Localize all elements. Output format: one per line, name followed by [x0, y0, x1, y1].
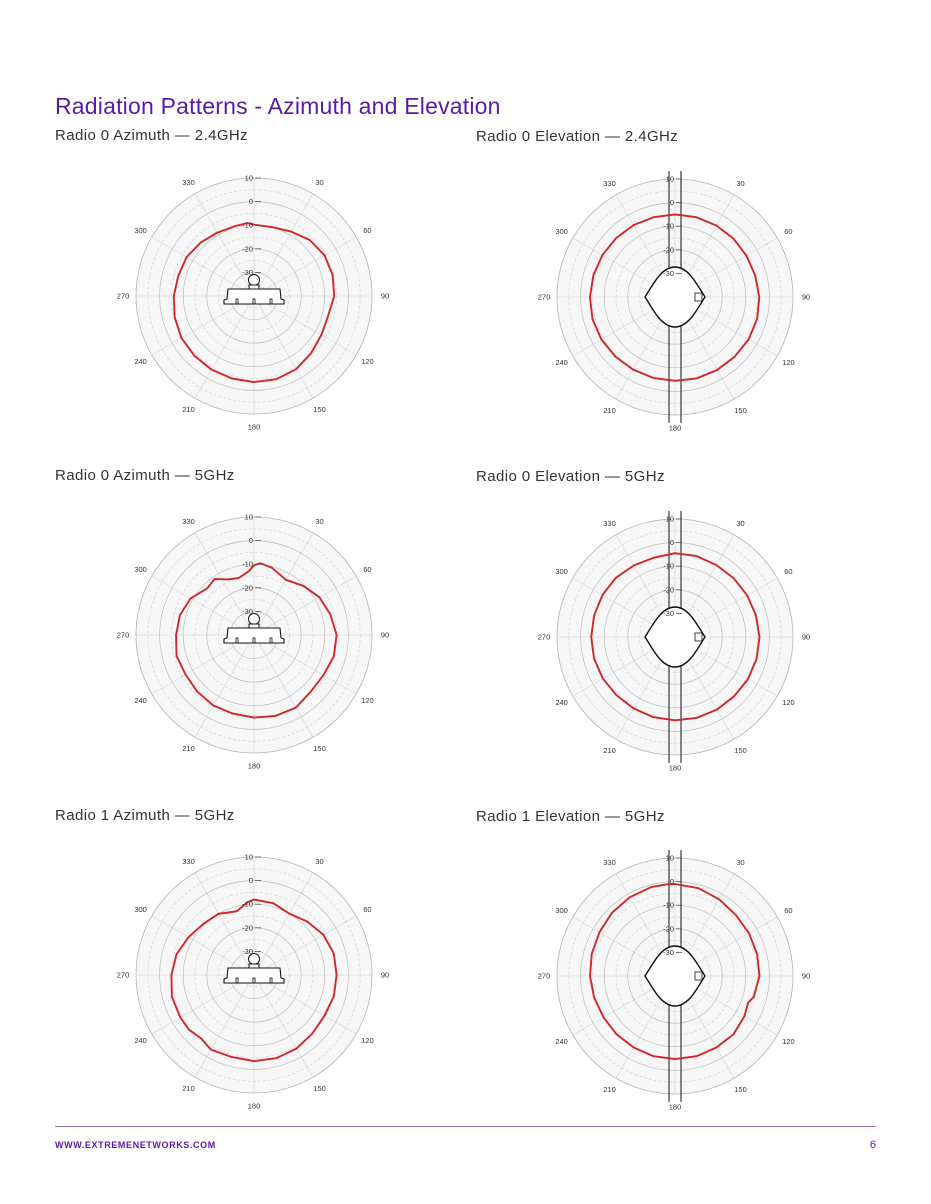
page-title: Radiation Patterns - Azimuth and Elevation	[55, 93, 501, 119]
radial-tick-label: 0	[248, 536, 253, 546]
radial-tick-label: -20	[663, 245, 674, 255]
radial-tick-label: -20	[663, 924, 674, 934]
angle-tick-label: 330	[603, 858, 616, 868]
angle-tick-label: 300	[134, 565, 147, 574]
angle-tick-label: 90	[801, 632, 811, 642]
angle-tick-label: 90	[380, 630, 390, 640]
chart-title-radio0-elevation-24: Radio 0 Elevation — 2.4GHz	[476, 128, 679, 145]
radial-tick-label: -30	[242, 267, 253, 277]
angle-tick-label: 270	[116, 970, 130, 980]
angle-tick-label: 210	[603, 745, 616, 755]
angle-tick-label: 240	[555, 1037, 568, 1046]
angle-tick-label: 90	[380, 291, 390, 301]
radial-tick-label: -30	[663, 947, 674, 957]
radial-tick-label: -30	[242, 606, 253, 616]
angle-tick-label: 150	[313, 404, 326, 414]
angle-tick-label: 150	[734, 1084, 747, 1094]
radial-tick-label: 0	[248, 876, 253, 886]
radial-tick-label: 10	[665, 174, 674, 184]
angle-tick-label: 330	[182, 857, 195, 867]
angle-tick-label: 330	[182, 517, 195, 527]
angle-tick-label: 60	[363, 905, 372, 914]
angle-tick-label: 120	[361, 357, 374, 366]
angle-tick-label: 120	[782, 358, 795, 367]
angle-tick-label: 180	[668, 763, 682, 773]
radial-tick-label: -10	[242, 220, 253, 230]
angle-tick-label: 330	[603, 519, 616, 529]
angle-tick-label: 60	[363, 565, 372, 574]
angle-tick-label: 270	[116, 630, 130, 640]
polar-chart-radio0-elevation-24	[537, 167, 811, 433]
radial-tick-label: -20	[242, 244, 253, 254]
radial-tick-label: 0	[669, 198, 674, 208]
angle-tick-label: 180	[668, 1102, 682, 1112]
radial-tick-label: 10	[665, 853, 674, 863]
angle-tick-label: 150	[734, 405, 747, 415]
radial-tick-label: -20	[242, 583, 253, 593]
angle-tick-label: 30	[315, 178, 324, 188]
angle-tick-label: 120	[782, 1037, 795, 1046]
angle-tick-label: 300	[555, 227, 568, 236]
polar-chart-radio1-azimuth-5	[116, 845, 390, 1111]
angle-tick-label: 300	[134, 226, 147, 235]
angle-tick-label: 210	[603, 1084, 616, 1094]
angle-tick-label: 300	[134, 905, 147, 914]
angle-tick-label: 30	[736, 858, 745, 868]
angle-tick-label: 270	[537, 632, 551, 642]
chart-title-radio1-elevation-5: Radio 1 Elevation — 5GHz	[476, 808, 665, 825]
angle-tick-label: 180	[247, 422, 261, 432]
angle-tick-label: 120	[782, 698, 795, 707]
polar-chart-radio1-elevation-5	[537, 846, 811, 1112]
chart-title-radio0-elevation-5: Radio 0 Elevation — 5GHz	[476, 468, 665, 485]
angle-tick-label: 210	[182, 743, 195, 753]
radial-tick-label: 0	[669, 877, 674, 887]
angle-tick-label: 240	[134, 1036, 147, 1045]
footer-divider	[55, 1126, 876, 1127]
radial-tick-label: 0	[669, 538, 674, 548]
angle-tick-label: 240	[555, 358, 568, 367]
angle-tick-label: 330	[603, 179, 616, 189]
footer-url: WWW.EXTREMENETWORKS.COM	[55, 1140, 216, 1150]
angle-tick-label: 180	[247, 1101, 261, 1111]
radial-tick-label: -20	[242, 923, 253, 933]
angle-tick-label: 210	[182, 1083, 195, 1093]
angle-tick-label: 30	[736, 519, 745, 529]
radial-tick-label: -10	[242, 899, 253, 909]
angle-tick-label: 90	[380, 970, 390, 980]
radial-tick-label: -20	[663, 585, 674, 595]
polar-chart-radio0-azimuth-5	[116, 505, 390, 771]
angle-tick-label: 60	[363, 226, 372, 235]
angle-tick-label: 90	[801, 292, 811, 302]
angle-tick-label: 150	[313, 743, 326, 753]
radial-tick-label: -30	[663, 608, 674, 618]
angle-tick-label: 150	[313, 1083, 326, 1093]
radial-tick-label: -10	[663, 221, 674, 231]
angle-tick-label: 180	[247, 761, 261, 771]
angle-tick-label: 300	[555, 906, 568, 915]
radial-tick-label: -10	[663, 561, 674, 571]
radial-tick-label: 10	[665, 514, 674, 524]
angle-tick-label: 30	[736, 179, 745, 189]
radial-tick-label: 10	[244, 852, 253, 862]
radial-tick-label: -30	[663, 268, 674, 278]
radial-tick-label: -10	[663, 900, 674, 910]
angle-tick-label: 180	[668, 423, 682, 433]
angle-tick-label: 120	[361, 696, 374, 705]
radial-tick-label: 10	[244, 173, 253, 183]
angle-tick-label: 240	[134, 357, 147, 366]
angle-tick-label: 270	[537, 292, 551, 302]
angle-tick-label: 30	[315, 517, 324, 527]
angle-tick-label: 300	[555, 567, 568, 576]
angle-tick-label: 330	[182, 178, 195, 188]
angle-tick-label: 90	[801, 971, 811, 981]
angle-tick-label: 120	[361, 1036, 374, 1045]
chart-title-radio0-azimuth-24: Radio 0 Azimuth — 2.4GHz	[55, 127, 249, 144]
polar-chart-radio0-azimuth-24	[116, 166, 390, 432]
chart-title-radio1-azimuth-5: Radio 1 Azimuth — 5GHz	[55, 807, 235, 824]
angle-tick-label: 240	[134, 696, 147, 705]
radial-tick-label: -30	[242, 946, 253, 956]
page-number: 6	[869, 1139, 876, 1151]
angle-tick-label: 210	[603, 405, 616, 415]
radial-tick-label: 0	[248, 197, 253, 207]
polar-chart-radio0-elevation-5	[537, 507, 811, 773]
radial-tick-label: 10	[244, 512, 253, 522]
radial-tick-label: -10	[242, 559, 253, 569]
angle-tick-label: 30	[315, 857, 324, 867]
angle-tick-label: 270	[537, 971, 551, 981]
angle-tick-label: 240	[555, 698, 568, 707]
chart-title-radio0-azimuth-5: Radio 0 Azimuth — 5GHz	[55, 467, 235, 484]
angle-tick-label: 60	[784, 227, 793, 236]
angle-tick-label: 60	[784, 906, 793, 915]
angle-tick-label: 270	[116, 291, 130, 301]
angle-tick-label: 60	[784, 567, 793, 576]
angle-tick-label: 210	[182, 404, 195, 414]
angle-tick-label: 150	[734, 745, 747, 755]
